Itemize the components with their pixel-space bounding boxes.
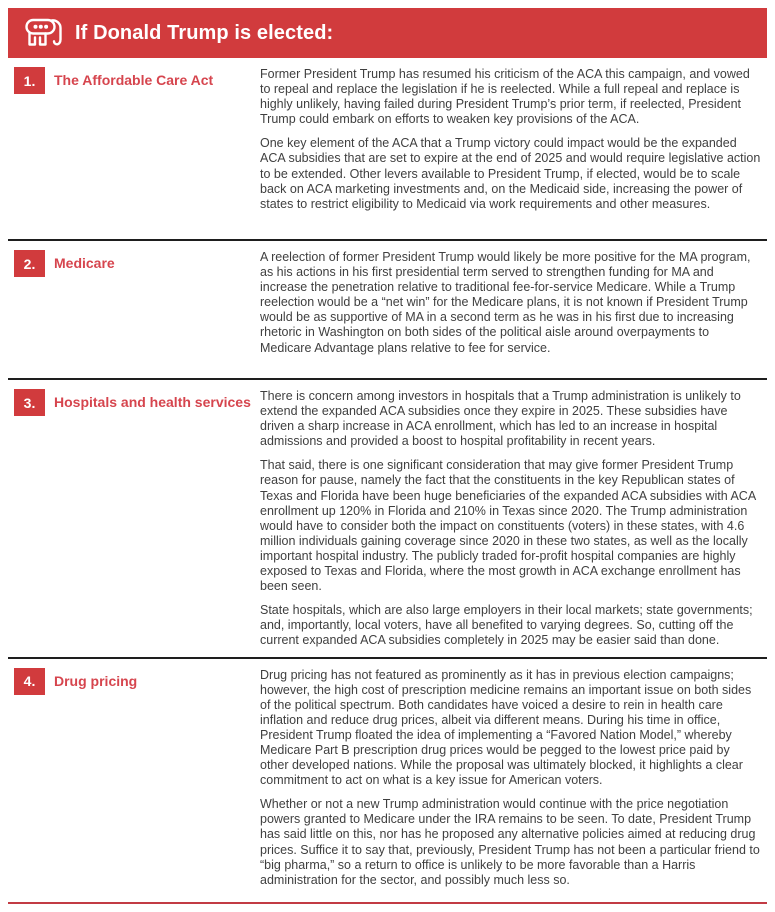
republican-elephant-icon	[22, 15, 64, 51]
section-number-badge: 4.	[14, 668, 45, 695]
section-number-badge: 3.	[14, 389, 45, 416]
section-medicare	[8, 241, 767, 378]
section-number-badge: 2.	[14, 250, 45, 277]
section-paragraph: A reelection of former President Trump would likely be more positive for the MA program, as his actions in his first presidential term served to strengthen funding for MA and increase the penetration relative to traditional fee-for-service Medicare. While a Trump reelection would be a “net win” for the Medicare plans, it is not known if President Trump would be as supportive of MA in a second term as he was in his first due to increasing rhetoric in Washington on both sides of the political aisle around overpayments to Medicare Advantage plans relative to fee for service.	[260, 250, 751, 355]
section-title: The Affordable Care Act	[54, 72, 214, 88]
section-paragraph: Drug pricing has not featured as prominently as it has in previous election campaigns; however, the high cost of prescription medicine remains an important issue on both sides of the political spectrum. Both candidates have voiced a desire to rein in health care inflation and reduce drug prices, albeit via different means. During his time in office, President Trump floated the idea of implementing a “Favored Nation Model,” whereby Medicare Part B prescription drug prices would be pegged to the lowest price paid by other developed nations. While the proposal was ultimately blocked, it highlights a clear commitment to act on what is a key issue for American voters.	[260, 667, 752, 788]
header-banner	[8, 8, 767, 58]
bottom-rule	[8, 902, 767, 904]
page-title: If Donald Trump is elected:	[75, 21, 334, 44]
section-hospitals-health-services	[8, 380, 767, 657]
section-title: Medicare	[54, 255, 115, 271]
section-title: Hospitals and health services	[54, 394, 251, 410]
section-paragraph: There is concern among investors in hospitals that a Trump administration is unlikely to extend the expanded ACA subsidies once they expire in 2025. These subsidies have driven a sharp increase in ACA enrollment, which has led to an increase in hospital admissions and provided a boost to hospital profitability in recent years.	[260, 389, 741, 449]
section-affordable-care-act	[8, 58, 767, 239]
section-number-badge: 1.	[14, 67, 45, 94]
sections-list	[8, 58, 767, 902]
section-paragraph: Whether or not a new Trump administration would continue with the price negotiation powers granted to Medicare under the IRA remains to be seen. To date, President Trump has said little on this, nor has he proposed any alternative policies aimed at reducing drug prices. Suffice it to say that, previously, President Trump has not been a particular friend to “big pharma,” so a return to office is unlikely to be more favorable than a Harris administration for the sector, and possibly much less so.	[260, 797, 760, 887]
section-paragraph: State hospitals, which are also large employers in their local markets; state governments; and, importantly, local voters, have all benefited to varying degrees. So, cutting off the current expanded ACA subsidies completely in 2025 may be easier said than done.	[260, 603, 753, 648]
section-paragraph: Former President Trump has resumed his criticism of the ACA this campaign, and vowed to repeal and replace the legislation if he is reelected. While a full repeal and replace is highly unlikely, having failed during President Trump’s prior term, if reelected, President Trump could embark on efforts to weaken key provisions of the ACA.	[260, 67, 750, 127]
section-drug-pricing	[8, 659, 767, 902]
section-paragraph: One key element of the ACA that a Trump victory could impact would be the expanded ACA subsidies that are set to expire at the end of 2025 and would require legislative action to be extended. Other levers available to President Trump, if elected, would be to scale back on ACA marketing investments and, on the Medicaid side, increasing the power of states to restrict eligibility to Medicaid via work requirements and other measures.	[260, 136, 761, 211]
section-title: Drug pricing	[54, 672, 138, 689]
section-paragraph: That said, there is one significant consideration that may give former President Trump reason for pause, namely the fact that the constituents in the key Republican states of Texas and Florida have been huge beneficiaries of the expanded ACA subsidies with ACA enrollment up 120% in Florida and 210% in Texas since 2020. The Trump administration would have to consider both the impact on constituents (voters) in these states, with 4.6 million individuals gaining coverage since 2020 in these two states, as well as the locally important hospital industry. The publicly traded for-profit hospital companies are highly exposed to Texas and Florida, where the most growth in ACA exchange enrollment has been seen.	[260, 458, 756, 594]
